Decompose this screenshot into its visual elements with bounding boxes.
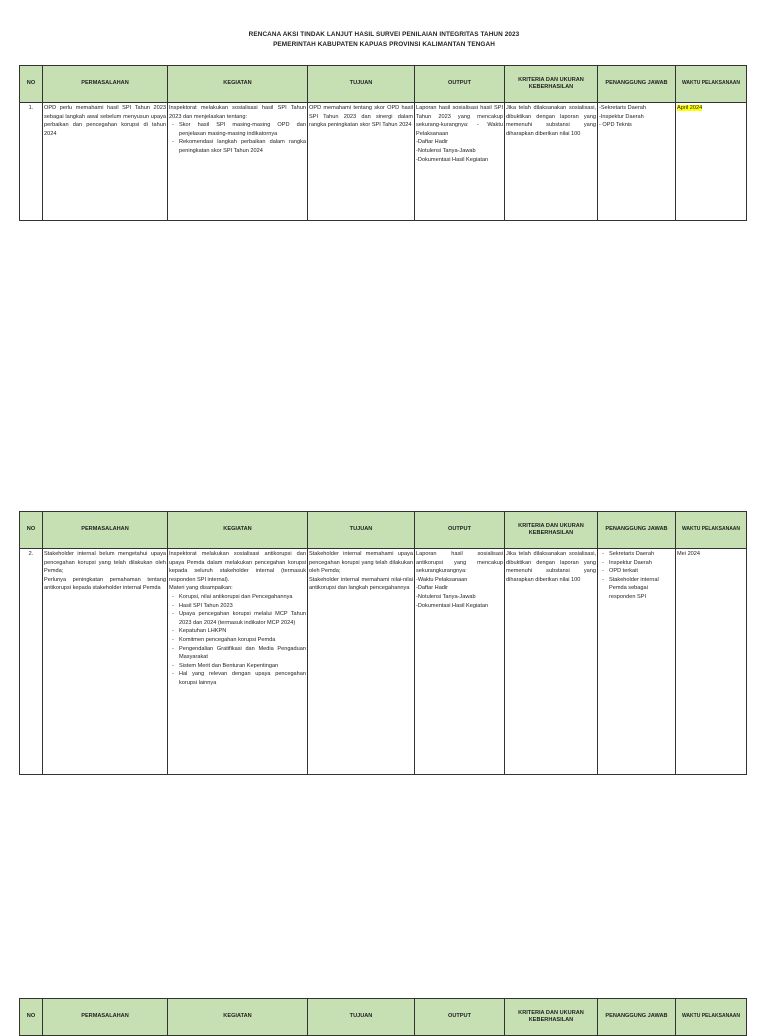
list-item: - Hal yang relevan dengan upaya pencegahan korupsi lainnya	[179, 670, 306, 687]
cell-penanggung-jawab	[598, 549, 676, 775]
cell-waktu: Mei 2024	[676, 549, 747, 775]
list-item: - Upaya pencegahan korupsi melalui MCP Tahun 2023 dan 2024 (termasuk indikator MCP 2024)	[179, 610, 306, 627]
cell-permasalahan: OPD perlu memahami hasil SPI Tahun 2023 sebagai langkah awal sebelum menyusun upaya perbaikan dan pencegahan korupsi di tahun 2024	[43, 103, 168, 221]
list-item: - Sistem Merit dan Benturan Kepentingan	[179, 662, 306, 671]
document-title	[0, 30, 768, 50]
table-row	[20, 549, 747, 775]
header-tujuan: TUJUAN	[308, 512, 415, 549]
cell-permasalahan: Stakeholder internal belum mengetahui upaya pencegahan korupsi yang telah dilakukan oleh Pemda; Perlunya peningkatan pemahaman tentang antikorupsi kepada stakeholder internal Pemda	[43, 549, 168, 775]
header-waktu: WAKTU PELAKSANAAN	[676, 66, 747, 103]
header-kriteria: KRITERIA DAN UKURAN KEBERHASILAN	[505, 512, 598, 549]
list-item: - Sekretaris Daerah	[609, 550, 674, 559]
table-header-row	[20, 512, 747, 549]
list-item: - Kepatuhan LHKPN	[179, 627, 306, 636]
action-plan-table-1	[19, 65, 747, 221]
list-item: - Skor hasil SPI masing-masing OPD dan penjelasan masing-masing indikatornya	[179, 121, 306, 138]
header-kriteria: KRITERIA DAN UKURAN KEBERHASILAN	[505, 66, 598, 103]
header-permasalahan: PERMASALAHAN	[43, 512, 168, 549]
header-penanggung-jawab: PENANGGUNG JAWAB	[598, 512, 676, 549]
header-tujuan: TUJUAN	[308, 66, 415, 103]
header-penanggung-jawab: PENANGGUNG JAWAB	[598, 66, 676, 103]
cell-kriteria: Jika telah dilaksanakan sosialisasi, dibuktikan dengan laporan yang memenuhi substansi yang diharapkan diberikan nilai 100	[505, 103, 598, 221]
header-no: NO	[20, 66, 43, 103]
list-item: - Korupsi, nilai antikorupsi dan Pencegahannya	[179, 593, 306, 602]
header-no: NO	[20, 512, 43, 549]
action-plan-table-2	[19, 511, 747, 775]
list-item: - Stakeholder internal Pemda sebagai responden SPI	[609, 576, 674, 602]
header-kriteria: KRITERIA DAN UKURAN KEBERHASILAN	[505, 999, 598, 1036]
cell-penanggung-jawab: -Sekretaris Daerah -Inspektur Daerah - OPD Teknis	[598, 103, 676, 221]
header-kegiatan: KEGIATAN	[168, 512, 308, 549]
list-item: - Hasil SPI Tahun 2023	[179, 602, 306, 611]
cell-kegiatan: Inspektorat melakukan sosialisasi antikorupsi dan upaya Pemda dalam melakukan pencegahan korupsi kepada seluruh stakeholder internal (termasuk responden SPI internal). Materi yang disampaikan: - Korupsi, nilai antikorupsi dan Pencegahannya - Hasil SPI Tahun 2023 - Upaya pencegahan korupsi melalui MCP Tahun 2023 dan 2024 (termasuk indikator MCP 2024) - Kepatuhan LHKPN - Komitmen pencegahan korupsi Pemda - Pengendalian Gratifikasi dan Media Pengaduan Masyarakat - Sistem Merit dan Benturan Kepentingan - Hal yang relevan dengan upaya pencegahan korupsi lainnya	[168, 549, 308, 775]
cell-output: Laporan hasil sosialisasi antikorupsi yang mencakup sekurangkurangnya: -Waktu Pelaksanaan -Daftar Hadir -Notulensi Tanya-Jawab -Dokumentasi Hasil Kegiatan	[415, 549, 505, 775]
list-item: - Komitmen pencegahan korupsi Pemda	[179, 636, 306, 645]
header-no: NO	[20, 999, 43, 1036]
header-waktu: WAKTU PELAKSANAAN	[676, 999, 747, 1036]
table-header-row	[20, 66, 747, 103]
header-kegiatan: KEGIATAN	[168, 999, 308, 1036]
header-permasalahan: PERMASALAHAN	[43, 999, 168, 1036]
list-item: - OPD terkait	[609, 567, 674, 576]
list-item: - Rekomendasi langkah perbaikan dalam rangka peningkatan skor SPI Tahun 2024	[179, 138, 306, 155]
table-row	[20, 103, 747, 221]
cell-no: 1.	[20, 103, 43, 221]
title-line-2: PEMERINTAH KABUPATEN KAPUAS PROVINSI KALIMANTAN TENGAH	[273, 41, 495, 48]
header-kegiatan: KEGIATAN	[168, 66, 308, 103]
header-output: OUTPUT	[415, 512, 505, 549]
header-output: OUTPUT	[415, 999, 505, 1036]
cell-tujuan: Stakeholder internal memahami upaya pencegahan korupsi yang telah dilakukan oleh Pemda; Stakeholder internal memahami nilai-nilai antikorupsi dan langkah pencegahannya	[308, 549, 415, 775]
title-line-1: RENCANA AKSI TINDAK LANJUT HASIL SURVEI PENILAIAN INTEGRITAS TAHUN 2023	[248, 31, 520, 38]
header-waktu: WAKTU PELAKSANAAN	[676, 512, 747, 549]
cell-kriteria: Jika telah dilaksanakan sosialisasi, dibuktikan dengan laporan yang memenuhi substansi yang diharapkan diberikan nilai 100	[505, 549, 598, 775]
table-header-row	[20, 999, 747, 1036]
header-output: OUTPUT	[415, 66, 505, 103]
waktu-highlight: April 2024	[677, 105, 703, 111]
header-permasalahan: PERMASALAHAN	[43, 66, 168, 103]
list-item: - Inspektur Daerah	[609, 559, 674, 568]
cell-output: Laporan hasil sosialisasi hasil SPI Tahun 2023 yang mencakup sekurang-kurangnya: - Waktu Pelaksanaan -Daftar Hadir -Notulensi Tanya-Jawab -Dokumentasi Hasil Kegiatan	[415, 103, 505, 221]
list-item: - Pengendalian Gratifikasi dan Media Pengaduan Masyarakat	[179, 645, 306, 662]
cell-kegiatan: Inspektorat melakukan sosialisasi hasil SPI Tahun 2023 dan menjelaskan tentang: - Skor hasil SPI masing-masing OPD dan penjelasan masing-masing indikatornya - Rekomendasi langkah perbaikan dalam rangka peningkatan skor SPI Tahun 2024	[168, 103, 308, 221]
header-penanggung-jawab: PENANGGUNG JAWAB	[598, 999, 676, 1036]
header-tujuan: TUJUAN	[308, 999, 415, 1036]
cell-no: 2.	[20, 549, 43, 775]
action-plan-table-3	[19, 998, 747, 1036]
cell-tujuan: OPD memahami tentang skor OPD hasil SPI Tahun 2023 dan sinergi dalam rangka peningkatan skor SPI Tahun 2024	[308, 103, 415, 221]
cell-waktu	[676, 103, 747, 221]
